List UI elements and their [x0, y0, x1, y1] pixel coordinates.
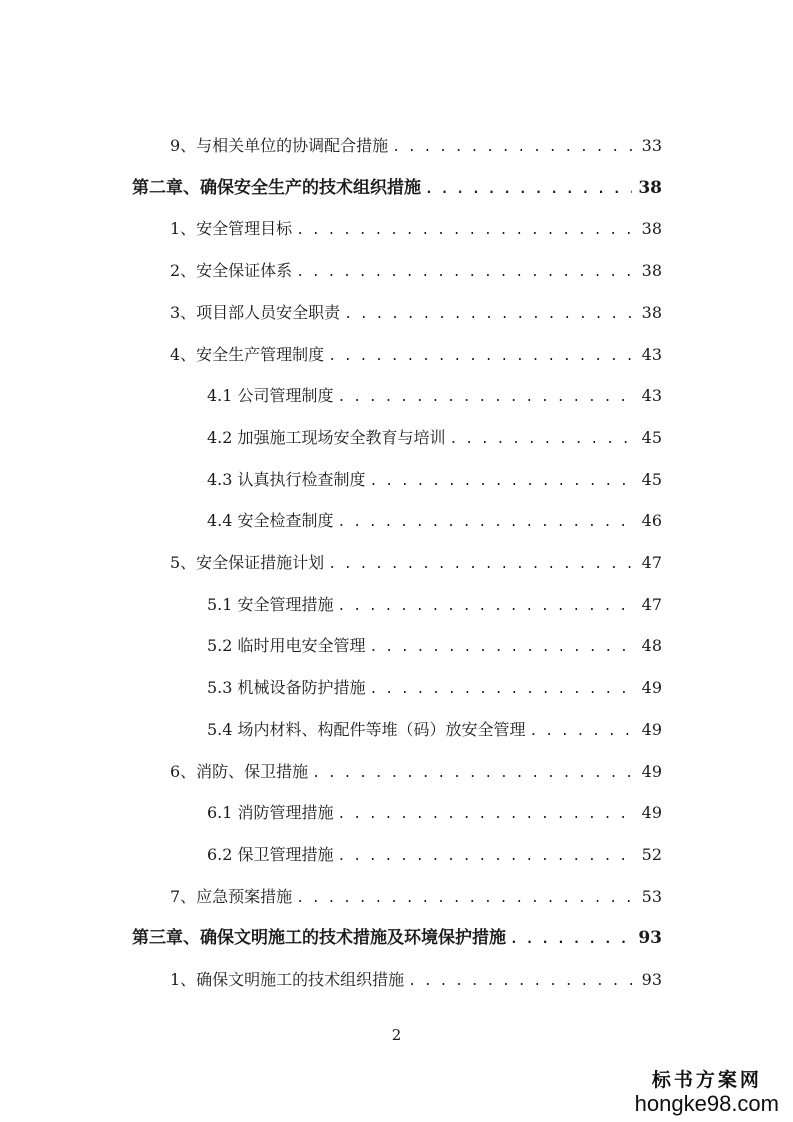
toc-entry-label: 7、应急预案措施: [170, 887, 293, 906]
dot-leader: [338, 844, 634, 870]
toc-entry-label: 4.1 公司管理制度: [207, 386, 334, 405]
toc-entry-label: 4.4 安全检查制度: [207, 511, 334, 530]
dot-leader: [392, 135, 634, 161]
watermark-url: hongke98.com: [634, 1091, 779, 1116]
toc-entry-page: 43: [641, 386, 662, 405]
dot-leader: [370, 635, 634, 661]
toc-entry-page: 48: [641, 636, 662, 655]
dot-leader: [408, 969, 634, 995]
toc-entry-row: [170, 258, 662, 284]
toc-entry-row: [170, 133, 662, 159]
watermark-name: 标书方案网: [651, 1069, 762, 1091]
toc-entry-label: 6、消防、保卫措施: [170, 762, 309, 781]
toc-entry-row: [207, 592, 662, 618]
toc-entry-row: [207, 383, 662, 409]
toc-entry-page: 43: [641, 345, 662, 364]
dot-leader: [338, 385, 634, 411]
dot-leader: [338, 802, 634, 828]
dot-leader: [370, 469, 634, 495]
dot-leader: [328, 344, 634, 370]
dot-leader: [530, 719, 634, 745]
dot-leader: [296, 218, 634, 244]
toc-entry-label: 4.2 加强施工现场安全教育与培训: [207, 428, 446, 447]
toc-entry-label: 1、安全管理目标: [170, 219, 293, 238]
toc-entry-label: 6.1 消防管理措施: [207, 803, 334, 822]
toc-entry-label: 5、安全保证措施计划: [170, 553, 325, 572]
dot-leader: [510, 927, 632, 953]
toc-entry-label: 5.1 安全管理措施: [207, 595, 334, 614]
toc-entry-page: 33: [641, 136, 662, 155]
dot-leader: [296, 260, 634, 286]
toc-entry-page: 49: [641, 678, 662, 697]
dot-leader: [450, 427, 634, 453]
toc-entry-row: [207, 633, 662, 659]
toc-entry-page: 46: [641, 511, 662, 530]
toc-entry-row: [207, 717, 662, 743]
toc-entry-row: [207, 842, 662, 868]
toc-entry-page: 38: [641, 219, 662, 238]
toc-entry-page: 38: [641, 261, 662, 280]
toc-entry-page: 93: [641, 970, 662, 989]
toc-chapter-row: [132, 925, 662, 951]
toc-entry-label: 6.2 保卫管理措施: [207, 845, 334, 864]
toc-entry-page: 47: [641, 595, 662, 614]
dot-leader: [296, 886, 634, 912]
toc-entry-label: 5.3 机械设备防护措施: [207, 678, 366, 697]
toc-entry-row: [207, 425, 662, 451]
toc-entry-page: 93: [638, 928, 662, 948]
toc-entry-page: 49: [641, 803, 662, 822]
toc-entry-row: [170, 759, 662, 785]
toc-entry-label: 3、项目部人员安全职责: [170, 303, 341, 322]
dot-leader: [338, 510, 634, 536]
dot-leader: [425, 177, 632, 203]
toc-entry-label: 第三章、确保文明施工的技术措施及环境保护措施: [132, 928, 506, 948]
toc-entry-page: 49: [641, 720, 662, 739]
toc-entry-label: 9、与相关单位的协调配合措施: [170, 136, 389, 155]
dot-leader: [344, 302, 634, 328]
toc-entry-page: 52: [641, 845, 662, 864]
toc-entry-page: 49: [641, 762, 662, 781]
toc-entry-row: [170, 550, 662, 576]
toc-entry-page: 38: [641, 303, 662, 322]
watermark-logo: [635, 1068, 779, 1116]
toc-entry-row: [170, 300, 662, 326]
toc-entry-row: [207, 675, 662, 701]
toc-entry-page: 45: [641, 428, 662, 447]
toc-entry-label: 4、安全生产管理制度: [170, 345, 325, 364]
toc-entry-label: 4.3 认真执行检查制度: [207, 470, 366, 489]
toc-entry-row: [170, 967, 662, 993]
toc-entry-label: 5.2 临时用电安全管理: [207, 636, 366, 655]
toc-chapter-row: [132, 175, 662, 201]
toc-entry-row: [207, 467, 662, 493]
toc-entry-label: 2、安全保证体系: [170, 261, 293, 280]
toc-entry-label: 第二章、确保安全生产的技术组织措施: [132, 178, 421, 198]
toc-entry-row: [207, 800, 662, 826]
toc-entry-row: [170, 884, 662, 910]
dot-leader: [312, 761, 634, 787]
toc-entry-page: 45: [641, 470, 662, 489]
toc-entry-page: 47: [641, 553, 662, 572]
toc-entry-row: [207, 508, 662, 534]
toc-entry-page: 53: [641, 887, 662, 906]
toc-entry-label: 5.4 场内材料、构配件等堆（码）放安全管理: [207, 720, 526, 739]
toc-entry-page: 38: [638, 178, 662, 198]
toc-entry-row: [170, 342, 662, 368]
dot-leader: [328, 552, 634, 578]
dot-leader: [338, 594, 634, 620]
dot-leader: [370, 677, 634, 703]
toc-entry-row: [170, 216, 662, 242]
page-number: 2: [391, 1026, 402, 1044]
toc-entry-label: 1、确保文明施工的技术组织措施: [170, 970, 405, 989]
